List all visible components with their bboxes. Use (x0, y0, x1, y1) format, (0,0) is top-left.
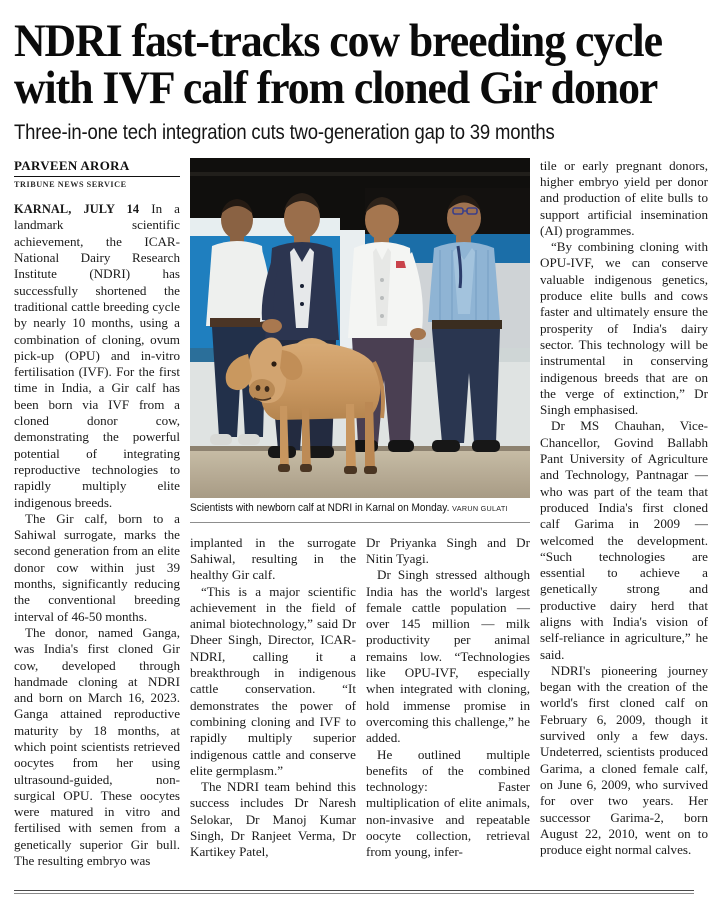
photo-caption-text: Scientists with newborn calf at NDRI in Karnal on Monday. (190, 501, 450, 514)
paragraph: implanted in the surrogate Sahiwal, resulting in the healthy Gir calf. (190, 534, 356, 583)
article-column-3 (366, 535, 530, 861)
byline (14, 158, 180, 190)
paragraph: NDRI's pioneering journey began with the creation of the world's first cloned calf on February 6, 2009, though it survived only a few days. Undeterred, scientists produced Garima, a cloned female calf, on June 6, 2009, who survived for over two years. Her successor Garima-2, born August 22, 2010, went on to produce eight normal calves. (540, 662, 708, 858)
paragraph-text: In a landmark scientific achievement, the ICAR-National Dairy Research Institute (NDRI) has successfully shortened the traditional cattle breeding cycle by nearly 10 months, using a combination of cloning, ovum pick-up (OPU) and in-vitro fertilisation (IVF). For the first time in India, a Gir calf has been born via IVF from a cloned donor cow, demonstrating the powerful potential of integrating reproductive technologies to rapidly multiply elite indigenous breeds. (14, 201, 180, 510)
page-footer-rules (14, 890, 694, 894)
footer-rule-primary (14, 890, 694, 891)
subheadline: Three-in-one tech integration cuts two-generation gap to 39 months (14, 120, 555, 145)
article-column-4 (540, 158, 708, 859)
article-column-2 (190, 535, 356, 861)
photo-caption (190, 498, 513, 515)
byline-service: TRIBUNE NEWS SERVICE (14, 179, 127, 189)
headline-line-2: with IVF calf from cloned Gir donor (14, 61, 658, 114)
newspaper-article-page (0, 15, 708, 912)
dateline: KARNAL, JULY 14 (14, 202, 140, 217)
photo-credit: VARUN GULATI (452, 503, 508, 513)
paragraph: “By combining cloning with OPU-IVF, we can conserve valuable indigenous genetics, produce elite bulls and cows faster and ultimately ensure the prosperity of India's dairy sector. This technology will be instrumental in conserving indigenous breeds that are on the verge of extinction,” Dr Singh emphasised. (540, 239, 708, 418)
page-title (14, 15, 663, 114)
paragraph: He outlined multiple benefits of the combined technology: Faster multiplication of elite animals, non-invasive and repeatable oocyte collection, retrieval from young, infer- (366, 746, 530, 860)
paragraph: Dr Singh stressed although India has the world's largest female cattle population — over 145 million — milk productivity per animal remains low. “Technologies like OPU-IVF, especially when integrated with cloning, hold immense promise in overcoming this challenge,” he added. (366, 567, 530, 746)
paragraph (14, 201, 180, 511)
paragraph: The NDRI team behind this success includes Dr Naresh Selokar, Dr Manoj Kumar Singh, Dr Ranjeet Verma, Dr Kartikey Patel, (190, 779, 356, 860)
article-photo-block (190, 158, 530, 523)
paragraph: “This is a major scientific achievement in the field of animal biotechnology,” said Dr Dheer Singh, Director, ICAR-NDRI, calling it a breakthrough in indigenous cattle conservation. “It demonstrates the power of combining cloning and IVF to rapidly multiply superior indigenous cattle and conserve elite germplasm.” (190, 583, 356, 778)
headline-line-1: NDRI fast-tracks cow breeding cycle (14, 15, 663, 67)
paragraph: The Gir calf, born to a Sahiwal surrogate, marks the second generation from an elite donor cow within just 39 months, significantly reducing the conventional breeding interval of 46-50 months. (14, 510, 180, 624)
paragraph: tile or early pregnant donors, higher embryo yield per donor and production of elite bulls to support artificial insemination (AI) programmes. (540, 157, 708, 238)
article-photo (190, 158, 530, 498)
article-column-1 (14, 158, 180, 870)
paragraph: Dr Priyanka Singh and Dr Nitin Tyagi. (366, 534, 530, 566)
paragraph: The donor, named Ganga, was India's first cloned Gir cow, developed through handmade cloning at NDRI and born on March 16, 2023. Ganga attained reproductive maturity by 18 months, at which point scientists retrieved oocytes from her using ultrasound-guided, non-surgical OPU. These oocytes were matured in vitro and fertilised with semen from a genetically superior Gir bull. The resulting embryo was (14, 624, 180, 869)
paragraph: Dr MS Chauhan, Vice-Chancellor, Govind Ballabh Pant University of Agriculture and Technology, Pantnagar — who was part of the team that produced India's first cloned calf Garima in 2009 — welcomed the development. “Such technologies are essential to achieve a genetically strong and productive dairy herd that aligns with India's vision of self-reliance in agriculture,” he said. (540, 418, 708, 662)
byline-author: PARVEEN ARORA (14, 157, 130, 173)
byline-divider (14, 176, 180, 177)
caption-divider (190, 522, 530, 523)
article-body (14, 157, 708, 869)
